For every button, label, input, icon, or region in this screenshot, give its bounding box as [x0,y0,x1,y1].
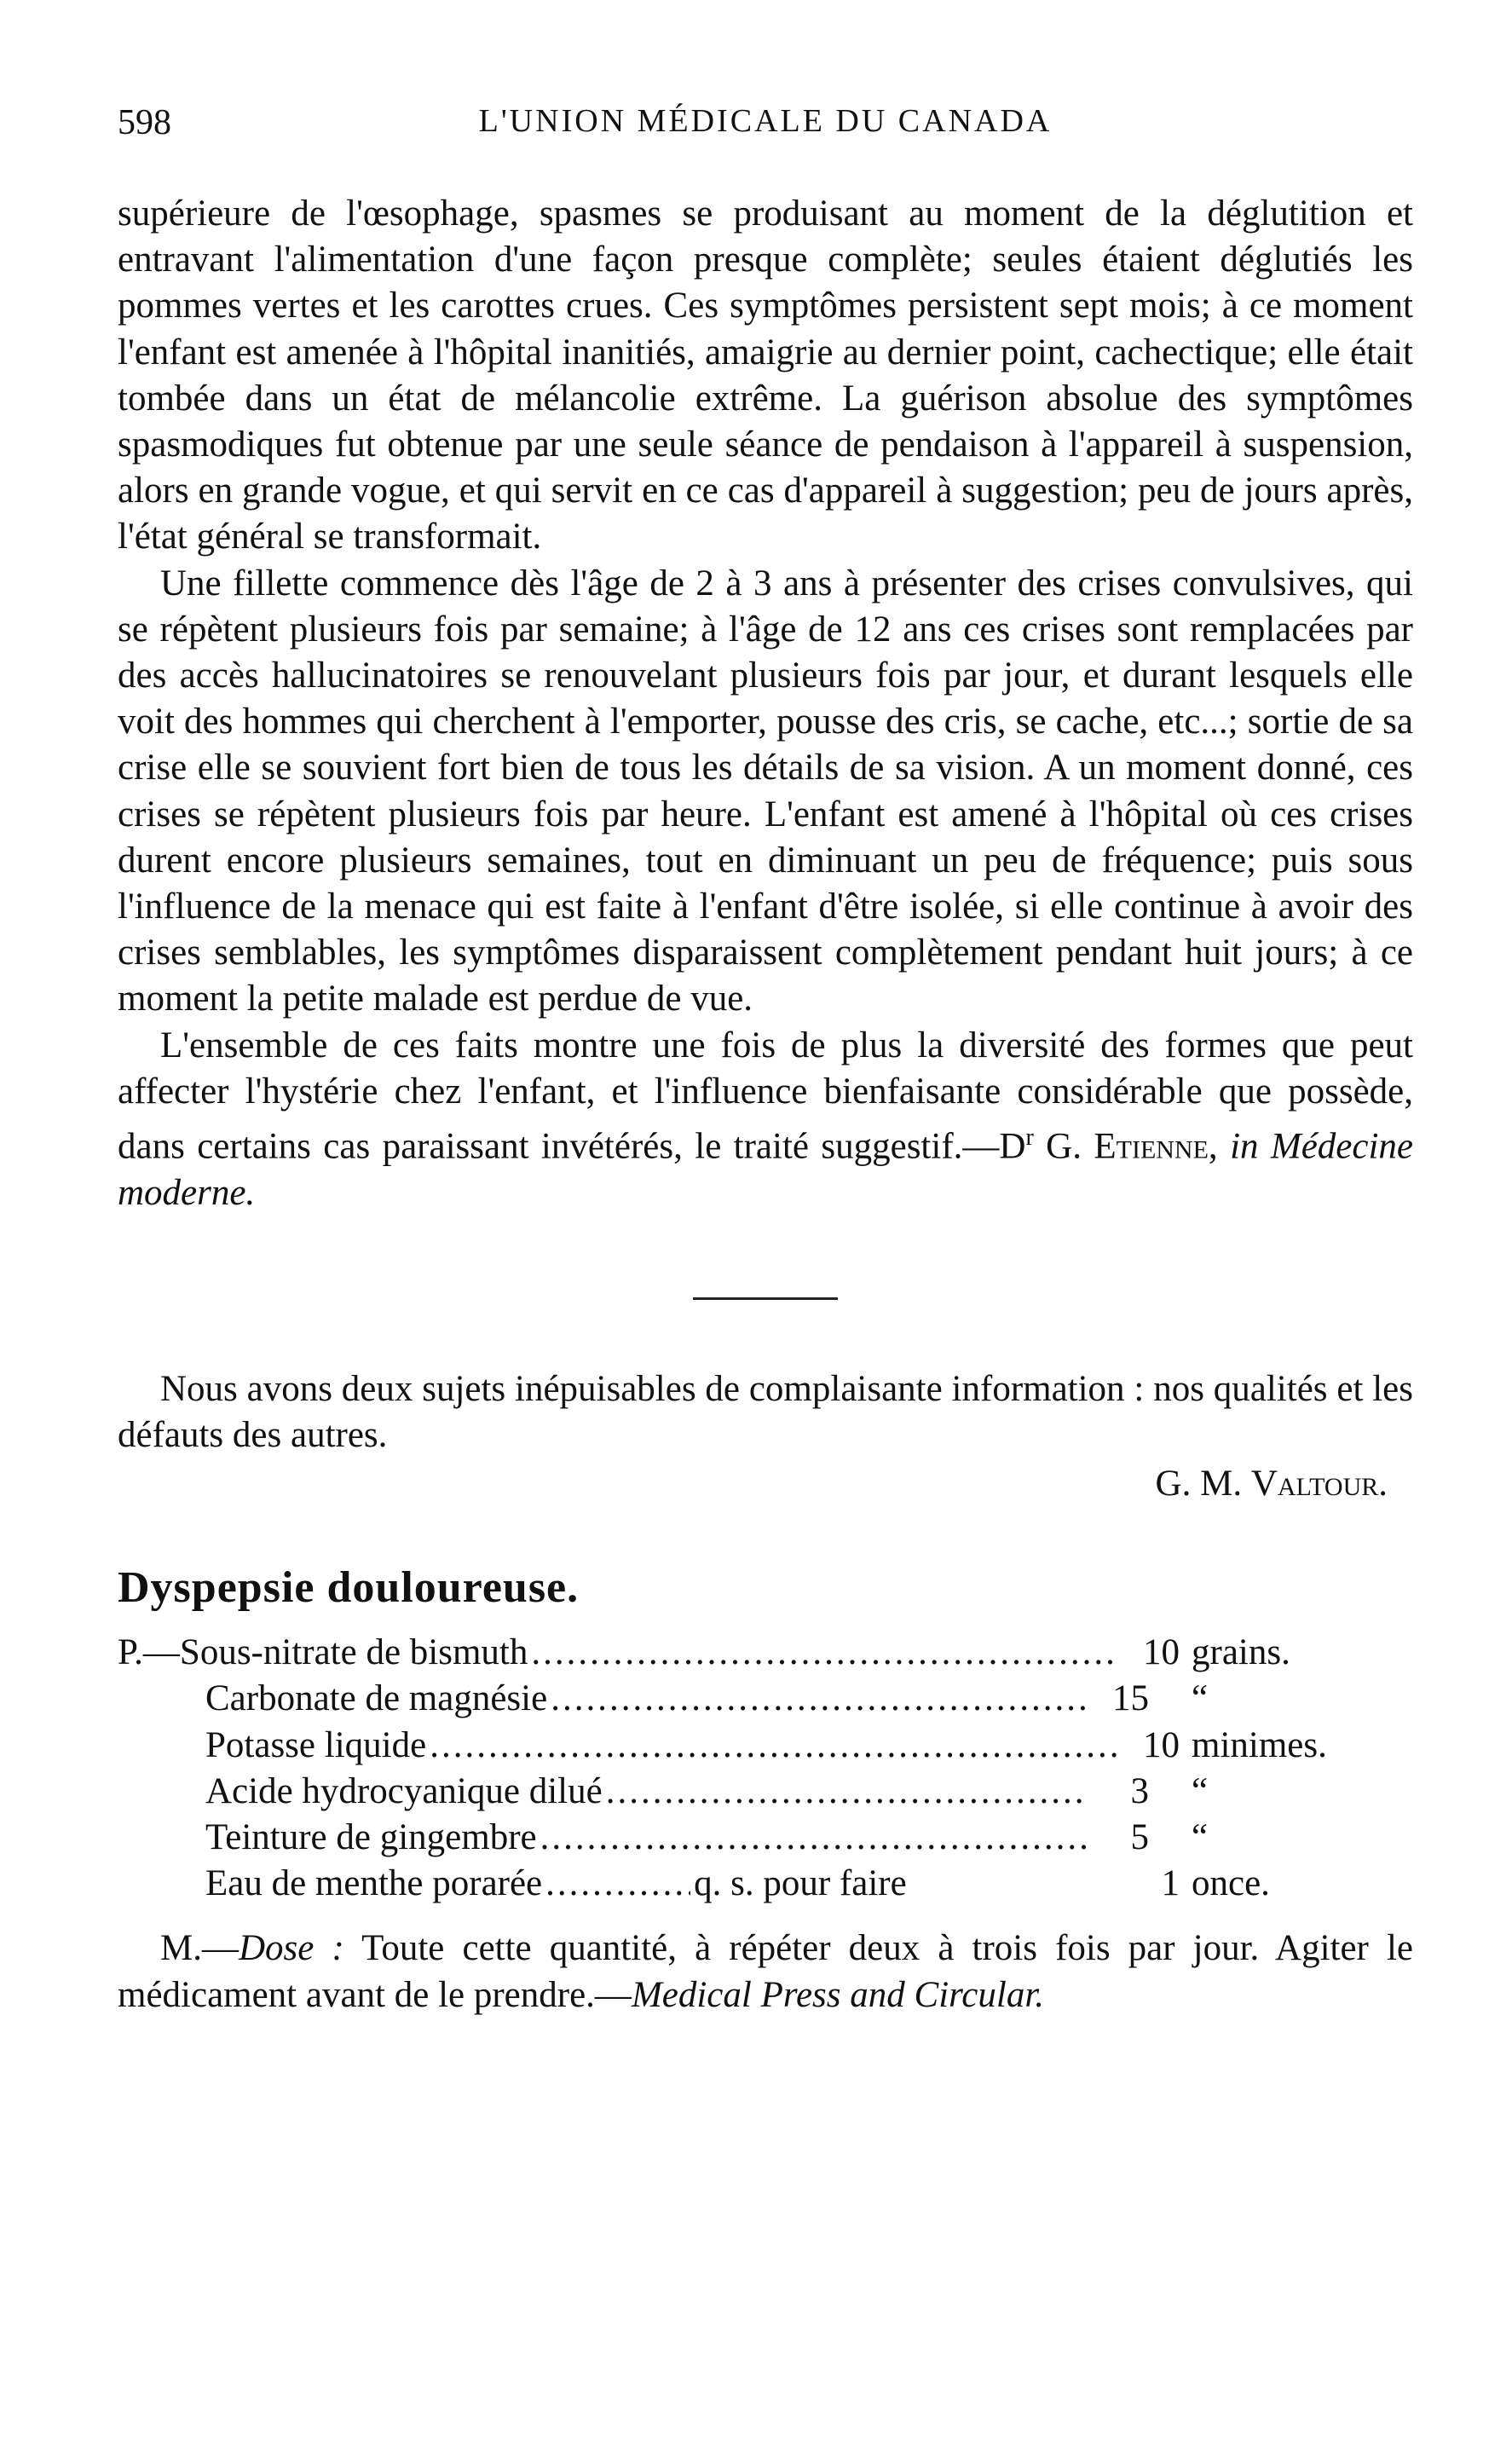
source-separator: , [1208,1126,1231,1167]
dose-text: Toute cette quantité, à répéter deux à trois fois par jour. Agiter le médicament avant de le prendre.— [118,1928,1413,2015]
leader-dots [540,1815,1086,1861]
article-paragraph-3-text: L'ensemble de ces faits montre une fois de plus la diversité des formes que peut affecter l'hystérie chez l'enfant, et l'influence bienfaisante considérable que possède, dans certains cas paraissant invétérés, le traité suggestif.—D [118,1025,1413,1167]
recipe-unit: minimes. [1192,1724,1327,1765]
doctor-abbrev-sup: r [1025,1124,1034,1152]
recipe-ingredient: Teinture de gingembre [205,1817,537,1858]
recipe-ingredient: Potasse liquide [205,1724,427,1765]
page-header [118,102,1413,153]
quote-text: Nous avons deux sujets inépuisables de complaisante information : nos qualités et les défauts des autres. [118,1368,1413,1455]
article-paragraph-1: supérieure de l'œsophage, spasmes se produisant au moment de la déglutition et entravant l'alimentation d'une façon presque complète; seules étaient déglutiés les pommes vertes et les carottes crues. Ces symptômes persistent sept mois; à ce moment l'enfant est amenée à l'hôpital inanitiés, amaigrie au dernier point, cachectique; elle était tombée dans un état de mélancolie extrême. La guérison absolue des symptômes spasmodiques fut obtenue par une seule séance de pendaison à l'appareil à suspension, alors en grande vogue, et qui servit en ce cas d'appareil à suggestion; peu de jours après, l'état général se transformait. [118,193,1413,557]
dose-prefix: M.— [160,1928,239,1969]
recipe-item [118,1676,1413,1722]
leader-dots [545,1861,690,1907]
signature-name: Valtour. [1250,1464,1388,1504]
page [118,102,1413,2018]
recipe-quantity: 15 [1112,1678,1149,1719]
recipe-item [118,1861,1413,1907]
article-body [118,191,1413,1216]
leader-dots [606,1769,1086,1815]
recipe-ingredient: Acide hydrocyanique dilué [205,1770,603,1811]
recipe-ingredient: Eau de menthe porarée [205,1863,543,1904]
dose-paragraph [118,1926,1413,2018]
recipe-quantity: 10 [1143,1632,1180,1673]
leader-dots [531,1630,1117,1676]
recipe-prefix: P.— [118,1632,180,1673]
author-name: Etienne [1094,1126,1209,1167]
dose-label: Dose : [238,1928,344,1969]
recipe-unit: grains. [1192,1632,1290,1673]
article-paragraph-3 [118,1023,1413,1216]
recipe-unit: “ [1192,1817,1209,1858]
dose-source: Medical Press and Circular. [631,1974,1045,2015]
recipe-quantity: 10 [1143,1724,1180,1765]
section-title: Dyspepsie douloureuse. [118,1563,580,1613]
recipe-quantity: 3 [1130,1770,1149,1811]
leader-dots [430,1723,1117,1769]
recipe-list [118,1630,1413,1907]
page-number: 598 [118,103,171,142]
article-paragraph-2: Une fillette commence dès l'âge de 2 à 3 ans à présenter des crises convulsives, qui se répètent plusieurs fois par semaine; à l'âge de 12 ans ces crises sont remplacées par des accès hallucinatoires se renouvelant plusieurs fois par jour, et durant lesquels elle voit des hommes qui cherchent à l'emporter, pousse des cris, se cache, etc...; sortie de sa crise elle se souvient fort bien de tous les détails de sa vision. A un moment donné, ces crises se répètent plusieurs fois par heure. L'enfant est amené à l'hôpital où ces crises durent encore plusieurs semaines, tout en diminuant un peu de fréquence; puis sous l'influence de la menace qui est faite à l'enfant d'être isolée, si elle continue à avoir des crises semblables, les symptômes disparaissent complètement pendant huit jours; à ce moment la petite malade est perdue de vue. [118,563,1413,1019]
author-initial: G. [1033,1126,1094,1167]
quote-signature [118,1458,1413,1510]
signature-initials: G. M. [1155,1464,1251,1504]
recipe-quantity: 5 [1130,1817,1149,1858]
recipe-ingredient: Sous-nitrate de bismuth [179,1632,528,1673]
journal-title: L'UNION MÉDICALE DU CANADA [478,103,1053,139]
recipe-item [118,1723,1413,1769]
leader-dots [551,1676,1086,1722]
recipe-ingredient: Carbonate de magnésie [205,1678,548,1719]
recipe-unit: once. [1192,1863,1270,1904]
recipe-unit: “ [1192,1770,1209,1811]
recipe-item [118,1815,1413,1861]
recipe-item [118,1630,1413,1676]
section-divider [693,1297,838,1300]
recipe-unit: “ [1192,1678,1209,1719]
recipe-item [118,1769,1413,1815]
article-source: in Médecine moderne. [118,1126,1414,1213]
recipe-instruction: q. s. pour faire [694,1863,907,1904]
recipe-quantity: 1 [1161,1863,1180,1904]
